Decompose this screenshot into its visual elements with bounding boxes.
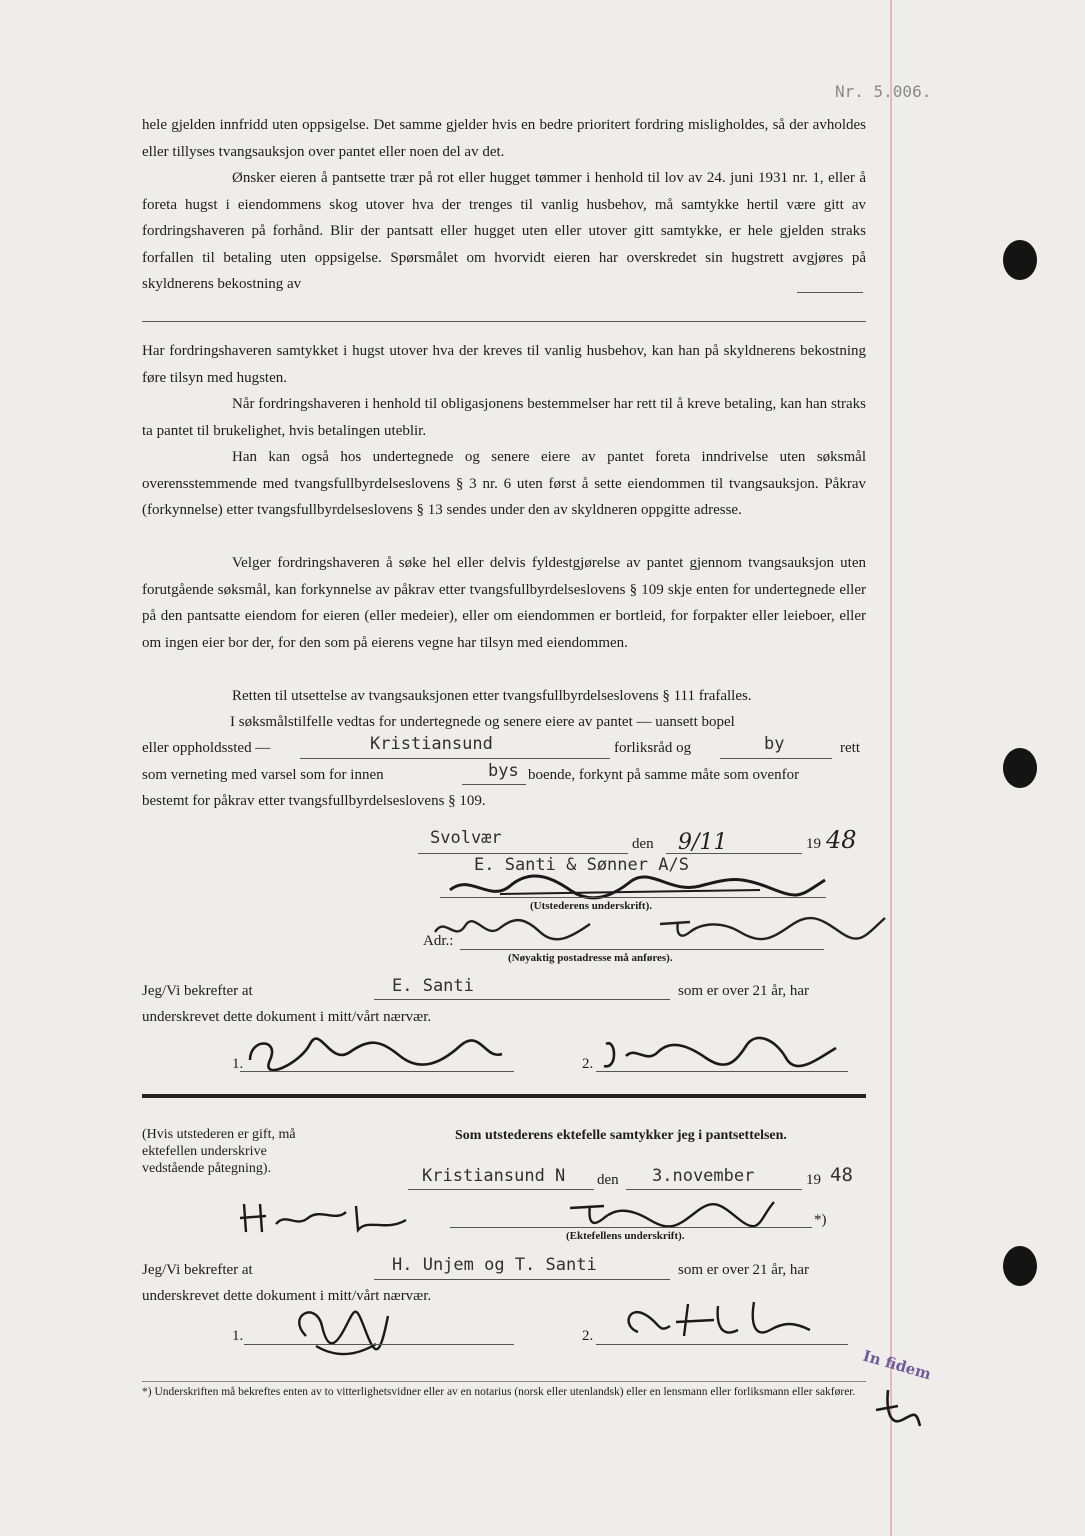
paragraph-1: hele gjelden innfridd uten oppsigelse. Det samme gjelder hvis en bedre prioritert fordring misligholdes, så der avholdes eller tillyses tvangsauksjon over pantet eller noen del av det. (142, 117, 866, 160)
spouse-den: den (597, 1172, 619, 1188)
sign-year-text: 48 (826, 826, 857, 854)
trygve-signature (650, 910, 890, 946)
paragraph-6: Velger fordringshaveren å søke hel eller delvis fyldestgjørelse av pantet gjennom tvangsauksjon uten forutgående søksmål, kan forkynnelse av påkrav etter tvangsfullbyrdelseslovens § 109 skje enten for undertegnede eller på den pantsatte eiendom for eieren (eller medeier), eller om eiendommen er bortleid, for forpakter eller leieboer, eller om ingen eier bor der, for den som på eierens vegne har tilsyn med eiendommen. (142, 555, 866, 651)
venue-prefix: eller oppholdssted — (142, 740, 271, 756)
page-number: Nr. 5.006. (835, 82, 932, 101)
blank-line (596, 1070, 848, 1072)
section-rule (142, 1094, 866, 1098)
blank-line (797, 291, 863, 293)
witness1-prefix: Jeg/Vi bekrefter at (142, 983, 253, 999)
spouse-witness-signature (236, 1198, 426, 1236)
witness2-prefix: Jeg/Vi bekrefter at (142, 1262, 253, 1278)
punch-hole (1003, 748, 1037, 788)
blank-line (240, 1070, 514, 1072)
paragraph-8: I søksmålstilfelle vedtas for undertegnede og senere eiere av pantet — uansett bopel (230, 714, 735, 730)
witness2-suffix: som er over 21 år, har (678, 1262, 810, 1278)
punch-hole (1003, 1246, 1037, 1286)
blank-line (418, 852, 628, 854)
footnote: *) Underskriften må bekreftes enten av to vitterlighetsvidner eller av en notarius (norsk eller utenlandsk) eller en lensmann eller forliksmann eller sakfører. (142, 1386, 856, 1398)
witness1-suffix: som er over 21 år, har (678, 983, 810, 999)
witness2-number-2: 2. (582, 1328, 594, 1344)
spouse-place: Kristiansund N (422, 1166, 566, 1186)
paragraph-3: Har fordringshaveren samtykket i hugst utover hva der kreves til vanlig husbehov, kan han på skyldnerens bekostning føre tilsyn med hugsten. (142, 343, 866, 386)
witness2-signature-2 (618, 1296, 818, 1344)
blank-line (440, 896, 826, 898)
witness-signature-unjem (430, 912, 600, 944)
issuer-caption: (Utstederens underskrift). (530, 900, 653, 912)
venue-place: Kristiansund (370, 734, 493, 754)
witness2-line2: underskrevet dette dokument i mitt/vårt nærvær. (142, 1288, 432, 1304)
paragraph-2: Ønsker eieren å pantsette trær på rot eller hugget tømmer i henhold til lov av 24. juni 1931 nr. 1, eller å foreta hugst i eiendommens skog utover hva der trenges til vanlig husbehov, må samtykke hertil være gitt av fordringshaveren på forhånd. Blir der pantsatt eller hugget uten eller utover gitt samtykke, er hele gjelden straks forfallen til betaling uten oppsigelse. Spørsmålet om hvorvidt eieren har overskredet sin hugstrett avgjøres på skyldnerens bekostning av (142, 170, 866, 292)
blank-line (460, 948, 824, 950)
sign-year-prefix: 19 (806, 836, 821, 852)
blank-line (300, 757, 610, 759)
witness2-number-1: 1. (232, 1328, 244, 1344)
witness1-name: E. Santi (392, 976, 474, 996)
blank-line (244, 1343, 514, 1345)
spouse-asterisk: *) (814, 1212, 827, 1228)
adr-label: Adr.: (423, 933, 454, 949)
punch-hole (1003, 240, 1037, 280)
blank-line (374, 998, 670, 1000)
spouse-signature (560, 1196, 780, 1234)
venue-line-2 (142, 767, 384, 784)
witness1-number-1: 1. (232, 1056, 244, 1072)
blank-line (666, 852, 802, 854)
blank-line (720, 757, 832, 759)
witness1-number-2: 2. (582, 1056, 594, 1072)
witness1-signature-2 (596, 1030, 846, 1074)
spouse-note: (Hvis utstederen er gift, må ektefellen underskrive vedstående påtegning). (142, 1127, 296, 1176)
spouse-year-prefix: 19 (806, 1172, 821, 1188)
spouse-heading: Som utstederens ektefelle samtykker jeg i pantsettelsen. (455, 1128, 787, 1143)
witness2-name: H. Unjem og T. Santi (392, 1255, 597, 1275)
sign-den: den (632, 836, 654, 852)
adr-caption: (Nøyaktig postadresse må anføres). (508, 952, 673, 964)
venue-line2-prefix: som verneting med varsel som for innen (142, 767, 384, 783)
venue-line-3: bestemt for påkrav etter tvangsfullbyrdelseslovens § 109. (142, 793, 486, 809)
witness1-signature-1 (240, 1030, 510, 1074)
sign-place: Svolvær (430, 828, 502, 848)
blank-line (142, 320, 866, 322)
stamp-initials (868, 1380, 928, 1440)
issuer-name: E. Santi & Sønner A/S (474, 855, 689, 875)
venue-line-1 (142, 740, 270, 757)
sign-date (668, 825, 778, 855)
blank-line (450, 1226, 812, 1228)
blank-line (596, 1343, 848, 1345)
blank-line (374, 1278, 670, 1280)
spouse-year: 48 (830, 1164, 853, 1186)
venue-line2-suffix: boende, forkynt på samme måte som ovenfor (528, 767, 800, 783)
venue-mid: forliksråd og (614, 740, 692, 756)
venue-court: by (764, 734, 785, 754)
paragraph-5: Han kan også hos undertegnede og senere eiere av pantet foreta inndrivelse uten søksmål overensstemmende med tvangsfullbyrdelseslovens § 3 nr. 6 uten først å sette eiendommen til tvangsauksjon. Påkrav (forkynnelse) etter tvangsfullbyrdelseslovens § 13 sendes under den av skyldneren oppgitte adresse. (142, 449, 866, 518)
paragraph-7: Retten til utsettelse av tvangsauksjonen etter tvangsfullbyrdelseslovens § 111 frafalles. (232, 688, 752, 704)
venue-residence: bys (488, 761, 519, 781)
venue-suffix: rett (840, 740, 860, 756)
sign-date-text: 9/11 (678, 830, 728, 855)
footnote-rule (142, 1380, 866, 1382)
blank-line (626, 1188, 802, 1190)
witness2-signature-1 (276, 1296, 406, 1368)
spouse-date: 3.november (652, 1166, 755, 1186)
spouse-caption: (Ektefellens underskrift). (566, 1230, 685, 1242)
sign-year (824, 822, 884, 856)
in-fidem-stamp: In fidem (860, 1346, 934, 1384)
witness1-line2: underskrevet dette dokument i mitt/vårt nærvær. (142, 1009, 432, 1025)
blank-line (408, 1188, 594, 1190)
blank-line (462, 783, 526, 785)
paragraph-4: Når fordringshaveren i henhold til obligasjonens bestemmelser har rett til å kreve betaling, kan han straks ta pantet til brukelighet, hvis betalingen uteblir. (142, 396, 866, 439)
margin-line (890, 0, 892, 1536)
